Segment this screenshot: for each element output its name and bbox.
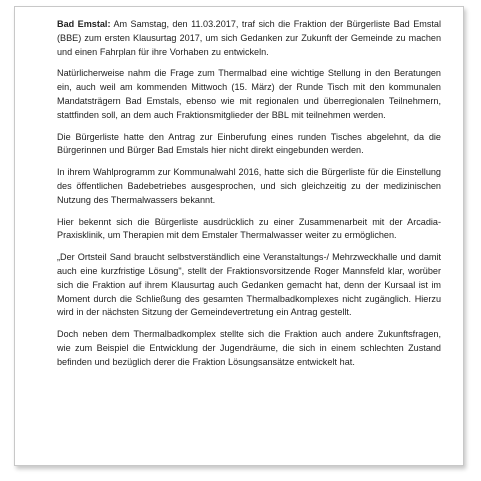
document-body <box>57 18 441 378</box>
document-page <box>14 6 464 466</box>
paragraph-lead: Bad Emstal: <box>57 19 111 29</box>
paragraph-5: Hier bekennt sich die Bürgerliste ausdrücklich zu einer Zusammenarbeit mit der Arcadia-Praxisklinik, um Therapien mit dem Emstaler Thermalwasser weiter zu ermöglichen. <box>57 216 441 241</box>
paragraph-6: „Der Ortsteil Sand braucht selbstverständlich eine Veranstaltungs-/ Mehrzweckhalle und damit auch eine kurzfristige Lösung", stellt der Fraktionsvorsitzende Roger Mannsfeld klar, worüber sich die Fraktion auf ihrem Klausurtag auch Gedanken gemacht hat, denn der Kursaal ist im Moment durch die Schließung des gesamten Thermalbadkomplexes nicht zugänglich. Hierzu wird in der nächsten Sitzung der Gemeindevertretung ein Antrag gestellt. <box>57 252 441 318</box>
paragraph-1 <box>57 18 441 59</box>
paragraph-2: Natürlicherweise nahm die Frage zum Thermalbad eine wichtige Stellung in den Beratungen ein, auch weil am kommenden Mittwoch (15. März) der Runde Tisch mit den kommunalen Mandatsträgern Bad Emstals, ebenso wie mit regionalen und überregionalen Teilnehmern, stattfinden soll, an dem auch Fraktionsmitglieder der BBL mit teilnehmen werden. <box>57 68 441 120</box>
paragraph-4: In ihrem Wahlprogramm zur Kommunalwahl 2016, hatte sich die Bürgerliste für die Einstellung des öffentlichen Badebetriebes ausgesprochen, und sich gleichzeitig zu der medizinischen Nutzung des Thermalwassers bekannt. <box>57 167 441 205</box>
paragraph-7: Doch neben dem Thermalbadkomplex stellte sich die Fraktion auch andere Zukunftsfragen, wie zum Beispiel die Entwicklung der Jugendräume, die sich in einem schlechten Zustand befinden und bezüglich derer die Fraktion Lösungsansätze entwickelt hat. <box>57 329 441 367</box>
paragraph-1-text: Am Samstag, den 11.03.2017, traf sich die Fraktion der Bürgerliste Bad Emstal (BBE) zum ersten Klausurtag 2017, um sich Gedanken zur Zukunft der Gemeinde zu machen und einen Fahrplan für ihre Vorhaben zu entwickeln. <box>57 19 441 57</box>
paragraph-3: Die Bürgerliste hatte den Antrag zur Einberufung eines runden Tisches abgelehnt, da die Bürgerinnen und Bürger Bad Emstals hier nicht direkt eingebunden werden. <box>57 131 441 156</box>
